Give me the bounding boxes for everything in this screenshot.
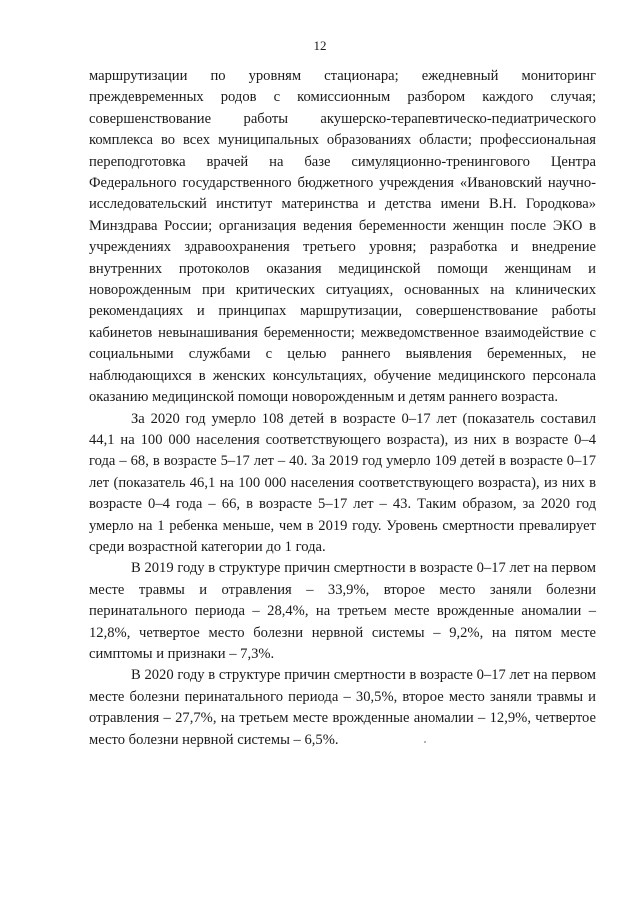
- paragraph-measures: маршрутизации по уровням стационара; ежедневный мониторинг преждевременных родов с комиссионным разбором каждого случая; совершенствование работы акушерско-терапевтическо-педиатрического комплекса во всех муниципальных образованиях области; профессиональная переподготовка врачей на базе симуляционно-тренингового Центра Федерального государственного бюджетного учреждения «Ивановский научно-исследовательский институт материнства и детства имени В.Н. Городкова» Минздрава России; организация ведения беременности женщин после ЭКО в учреждениях здравоохранения третьего уровня; разработка и внедрение внутренних протоколов оказания медицинской помощи женщинам и новорожденным при критических ситуациях, основанных на клинических рекомендациях и принципах маршрутизации, совершенствование работы кабинетов невынашивания беременности; межведомственное взаимодействие с социальными службами с целью раннего выявления беременных, не наблюдающихся в женских консультациях, обучение медицинского персонала оказанию медицинской помощи новорожденным и детям раннего возраста.: [89, 68, 596, 406]
- paragraph-causes-2020: В 2020 году в структуре причин смертности в возрасте 0–17 лет на первом месте болезни перинатального периода – 30,5%, второе место заняли травмы и отравления – 27,7%, на третьем месте врожденные аномалии – 12,9%, четвертое место болезни нервной системы – 6,5%.: [89, 667, 596, 748]
- scan-speck: [424, 741, 426, 743]
- document-body: [89, 66, 596, 751]
- page-number: 12: [313, 38, 327, 53]
- paragraph-causes-2019: В 2019 году в структуре причин смертности в возрасте 0–17 лет на первом месте травмы и отравления – 33,9%, второе место заняли болезни перинатального периода – 28,4%, на третьем месте врожденные аномалии – 12,8%, четвертое место болезни нервной системы – 9,2%, на пятом месте симптомы и признаки – 7,3%.: [89, 560, 596, 662]
- paragraph-mortality-2020: За 2020 год умерло 108 детей в возрасте 0–17 лет (показатель составил 44,1 на 100 000 населения соответствующего возраста), из них в возрасте 0–4 года – 68, в возрасте 5–17 лет – 40. За 2019 год умерло 109 детей в возрасте 0–17 лет (показатель 46,1 на 100 000 населения соответствующего возраста), из них в возрасте 0–4 года – 66, в возрасте 5–17 лет – 43. Таким образом, за 2020 год умерло на 1 ребенка меньше, чем в 2019 году. Уровень смертности превалирует среди возрастной категории до 1 года.: [89, 410, 596, 555]
